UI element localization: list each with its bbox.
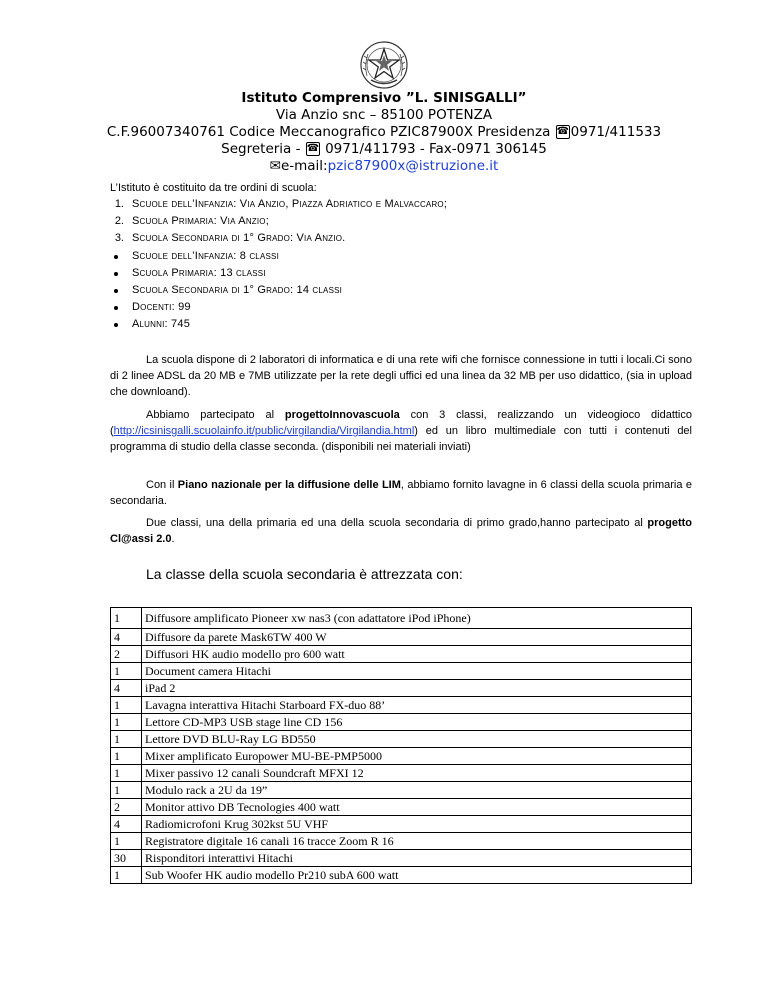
paragraph-classi20 [110, 515, 692, 547]
paragraph-text: Due classi, una della primaria ed una della scuola secondaria di primo grado,hanno partecipato al [146, 517, 648, 529]
item-cell: Sub Woofer HK audio modello Pr210 subA 600 watt [142, 867, 692, 884]
quantity-cell: 2 [111, 646, 142, 663]
project-name: progetto Cl@assi 2.0 [110, 517, 692, 545]
quantity-cell: 1 [111, 748, 142, 765]
segreteria-line [0, 141, 768, 158]
list-marker: 3. [114, 232, 124, 245]
item-cell: Diffusore amplificato Pioneer xw nas3 (con adattatore iPod iPhone) [142, 608, 692, 629]
table-row [111, 680, 692, 697]
list-item [110, 316, 447, 333]
table-row [111, 697, 692, 714]
bullet-icon [114, 255, 118, 259]
item-cell: Mixer passivo 12 canali Soundcraft MFXI 12 [142, 765, 692, 782]
quantity-cell: 4 [111, 680, 142, 697]
header-title: Istituto Comprensivo ”L. SINISGALLI” [241, 90, 527, 106]
quantity-cell: 1 [111, 731, 142, 748]
quantity-cell: 4 [111, 629, 142, 646]
list-item-text: Scuola Primaria: Via Anzio; [132, 215, 269, 228]
list-item-text: Docenti: 99 [132, 301, 191, 314]
presidenza-phone: 0971/411533 [570, 124, 662, 140]
quantity-cell: 1 [111, 697, 142, 714]
list-item-text: Scuola Secondaria di 1° Grado: Via Anzio. [132, 232, 346, 245]
table-row [111, 850, 692, 867]
list-marker: 1. [114, 198, 124, 210]
list-marker: 2. [114, 215, 124, 228]
segreteria-numbers: 0971/411793 - Fax-0971 306145 [320, 141, 547, 157]
list-item [110, 299, 447, 316]
table-row [111, 782, 692, 799]
equipment-table [110, 607, 692, 884]
item-cell: iPad 2 [142, 680, 692, 697]
table-row [111, 608, 692, 629]
quantity-cell: 4 [111, 816, 142, 833]
email-link[interactable]: pzic87900x@istruzione.it [327, 158, 499, 174]
item-cell: Lettore CD-MP3 USB stage line CD 156 [142, 714, 692, 731]
bullet-icon [114, 323, 118, 327]
table-row [111, 629, 692, 646]
table-row [111, 833, 692, 850]
list-item-text: Scuole dell’Infanzia: Via Anzio, Piazza Adriatico e Malvaccaro; [132, 198, 448, 210]
phone-icon: ☎ [306, 143, 320, 154]
plan-name: Piano nazionale per la diffusione delle LIM [177, 479, 401, 491]
table-row [111, 816, 692, 833]
list-item [110, 196, 447, 213]
quantity-cell: 2 [111, 799, 142, 816]
paragraph-innovascuola [110, 407, 692, 455]
virgilandia-link[interactable]: http://icsinisgalli.scuolainfo.it/public/virgilandia/Virgilandia.html [113, 425, 415, 437]
quantity-cell: 1 [111, 608, 142, 629]
school-info-list [110, 196, 447, 334]
paragraph-text: , abbiamo fornito lavagne in 6 classi della scuola primaria e secondaria. [110, 479, 692, 507]
table-row [111, 714, 692, 731]
republic-emblem-icon [359, 40, 409, 90]
item-cell: Lavagna interattiva Hitachi Starboard FX-duo 88’ [142, 697, 692, 714]
table-row [111, 765, 692, 782]
quantity-cell: 30 [111, 850, 142, 867]
list-item-text: Scuole dell’Infanzia: 8 classi [132, 249, 279, 262]
paragraph-text: . [171, 533, 175, 545]
email-label: e-mail: [280, 158, 328, 174]
phone-icon: ☎ [556, 126, 570, 137]
quantity-cell: 1 [111, 765, 142, 782]
item-cell: Registratore digitale 16 canali 16 tracce Zoom R 16 [142, 833, 692, 850]
list-item-text: Scuola Primaria: 13 classi [132, 266, 266, 279]
item-cell: Radiomicrofoni Krug 302kst 5U VHF [142, 816, 692, 833]
email-line [0, 158, 768, 175]
address-line: Via Anzio snc – 85100 POTENZA [275, 107, 493, 123]
item-cell: Mixer amplificato Europower MU-BE-PMP5000 [142, 748, 692, 765]
list-item [110, 213, 447, 230]
equipment-heading: La classe della scuola secondaria è attrezzata con: [146, 566, 463, 582]
quantity-cell: 1 [111, 714, 142, 731]
table-row [111, 748, 692, 765]
list-item [110, 248, 447, 265]
segreteria-label: Segreteria - [221, 141, 305, 157]
item-cell: Monitor attivo DB Tecnologies 400 watt [142, 799, 692, 816]
item-cell: Lettore DVD BLU-Ray LG BD550 [142, 731, 692, 748]
item-cell: Risponditori interattivi Hitachi [142, 850, 692, 867]
quantity-cell: 1 [111, 867, 142, 884]
project-name: progettoInnovascuola [284, 409, 400, 421]
table-row [111, 663, 692, 680]
list-item [110, 265, 447, 282]
item-cell: Diffusori HK audio modello pro 600 watt [142, 646, 692, 663]
item-cell: Diffusore da parete Mask6TW 400 W [142, 629, 692, 646]
quantity-cell: 1 [111, 782, 142, 799]
item-cell: Modulo rack a 2U da 19” [142, 782, 692, 799]
quantity-cell: 1 [111, 663, 142, 680]
paragraph-text: La scuola dispone di 2 laboratori di informatica e di una rete wifi che fornisce connessione in tutti i locali.Ci sono di 2 linee ADSL da 20 MB e 7MB utilizzate per la rete degli uffici ed una linea da 32 MB per uso didattico, (sia in upload che downloand). [110, 354, 692, 398]
list-item-text: Scuola Secondaria di 1° Grado: 14 classi [132, 283, 343, 296]
codes-line [0, 124, 768, 141]
item-cell: Document camera Hitachi [142, 663, 692, 680]
paragraph-text: Con il [146, 479, 178, 491]
paragraph-text: con 3 classi, realizzando un videogioco didattico ( [110, 409, 692, 437]
bullet-icon [114, 272, 118, 276]
list-item-text: Alunni: 745 [132, 318, 191, 331]
quantity-cell: 1 [111, 833, 142, 850]
table-row [111, 867, 692, 884]
envelope-icon: ✉ [269, 158, 281, 174]
codes-text: C.F.96007340761 Codice Meccanografico PZIC87900X Presidenza [106, 124, 555, 140]
list-item [110, 230, 447, 247]
bullet-icon [114, 306, 118, 310]
list-item [110, 282, 447, 299]
paragraph-text: ) ed un libro multimediale con tutti i contenuti del programma di studio della classe seconda. (disponibili nei materiali inviati) [110, 425, 692, 453]
paragraph-text: Abbiamo partecipato al [146, 409, 285, 421]
bullet-icon [114, 289, 118, 293]
table-row [111, 731, 692, 748]
paragraph-infrastructure [110, 352, 692, 400]
table-row [111, 799, 692, 816]
table-row [111, 646, 692, 663]
school-name [0, 90, 768, 107]
intro-text: L’Istituto è costituito da tre ordini di scuola: [110, 182, 317, 194]
paragraph-lim [110, 477, 692, 509]
